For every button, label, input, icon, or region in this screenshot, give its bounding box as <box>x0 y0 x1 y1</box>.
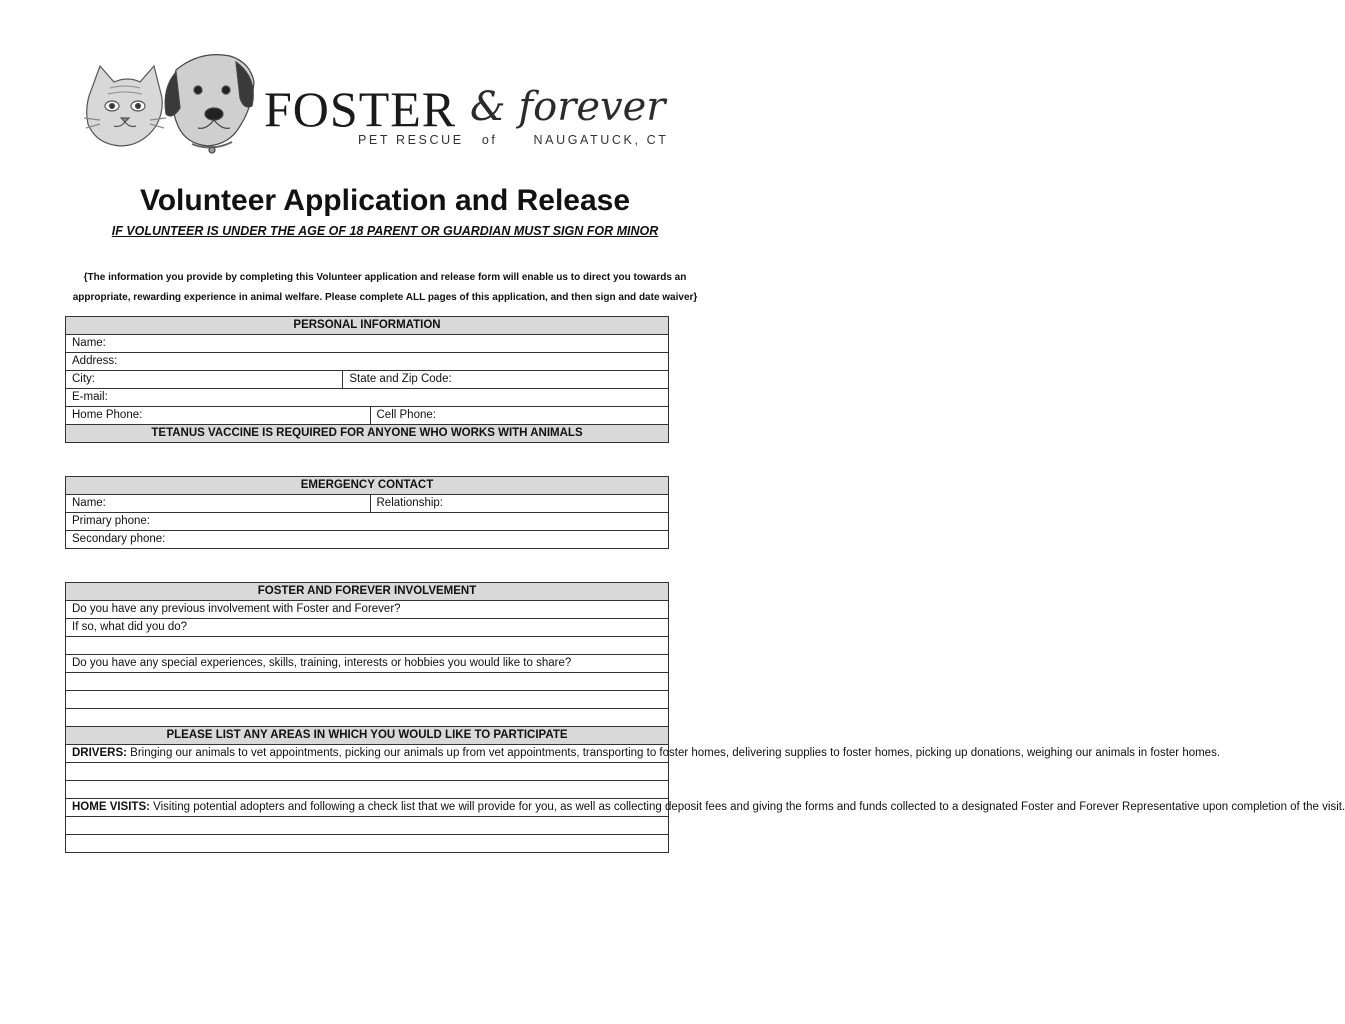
answer-line[interactable] <box>66 673 669 691</box>
home-visits-label: HOME VISITS: <box>72 801 150 813</box>
cat-and-dog-illustration-icon <box>80 48 260 163</box>
secondary-phone-field[interactable]: Secondary phone: <box>66 531 669 549</box>
emergency-contact-table <box>65 476 669 549</box>
answer-line[interactable] <box>66 763 669 781</box>
answer-line[interactable] <box>66 637 669 655</box>
section-header: FOSTER AND FOREVER INVOLVEMENT <box>66 583 669 601</box>
answer-line[interactable] <box>66 781 669 799</box>
home-phone-field[interactable]: Home Phone: <box>66 407 371 425</box>
section-header: EMERGENCY CONTACT <box>66 477 669 495</box>
brand-script: & forever <box>470 84 666 130</box>
primary-phone-field[interactable]: Primary phone: <box>66 513 669 531</box>
brand-tagline-right: NAUGATUCK, CT <box>533 133 669 147</box>
involvement-table <box>65 582 1345 853</box>
home-visits-text: Visiting potential adopters and following a check list that we will provide for you, as well as collecting deposit fees and giving the forms and funds collected to a designated Foster and Forever Representative upon completion of the visit. <box>149 801 1345 813</box>
brand-tagline-left: PET RESCUE of <box>358 133 498 147</box>
home-visits-description <box>66 799 1345 817</box>
name-field[interactable]: Name: <box>66 335 669 353</box>
emergency-name-field[interactable]: Name: <box>66 495 371 513</box>
personal-information-table <box>65 316 669 443</box>
what-did-you-do-question: If so, what did you do? <box>66 619 669 637</box>
page-title: Volunteer Application and Release <box>139 184 631 217</box>
brand-tagline <box>358 133 668 147</box>
areas-section-header: PLEASE LIST ANY AREAS IN WHICH YOU WOULD LIKE TO PARTICIPATE <box>66 727 669 745</box>
section-header: PERSONAL INFORMATION <box>66 317 669 335</box>
drivers-text: Bringing our animals to vet appointments, picking our animals up from vet appointments, transporting to foster homes, delivering supplies to foster homes, picking up donations, weighing our animals in foster homes. <box>126 747 1221 759</box>
address-field[interactable]: Address: <box>66 353 669 371</box>
state-zip-field[interactable]: State and Zip Code: <box>343 371 669 389</box>
cell-phone-field[interactable]: Cell Phone: <box>370 407 669 425</box>
answer-line[interactable] <box>66 835 669 853</box>
previous-involvement-question: Do you have any previous involvement with Foster and Forever? <box>66 601 669 619</box>
special-skills-question: Do you have any special experiences, skills, training, interests or hobbies you would like to share? <box>66 655 669 673</box>
city-field[interactable]: City: <box>66 371 343 389</box>
relationship-field[interactable]: Relationship: <box>370 495 669 513</box>
answer-line[interactable] <box>66 817 669 835</box>
intro-text: {The information you provide by completing this Volunteer application and release form will enable us to direct you towards an appropriate, rewarding experience in animal welfare. Please complete ALL pages of this application, and then sign and date waiver} <box>72 272 698 303</box>
drivers-label: DRIVERS: <box>72 747 127 759</box>
brand-name: FOSTER <box>264 81 457 137</box>
drivers-description <box>66 745 1221 763</box>
answer-line[interactable] <box>66 709 669 727</box>
email-field[interactable]: E-mail: <box>66 389 669 407</box>
logo <box>80 48 680 163</box>
tetanus-notice: TETANUS VACCINE IS REQUIRED FOR ANYONE WHO WORKS WITH ANIMALS <box>66 425 669 443</box>
answer-line[interactable] <box>66 691 669 709</box>
minor-notice: IF VOLUNTEER IS UNDER THE AGE OF 18 PARENT OR GUARDIAN MUST SIGN FOR MINOR <box>111 224 659 238</box>
